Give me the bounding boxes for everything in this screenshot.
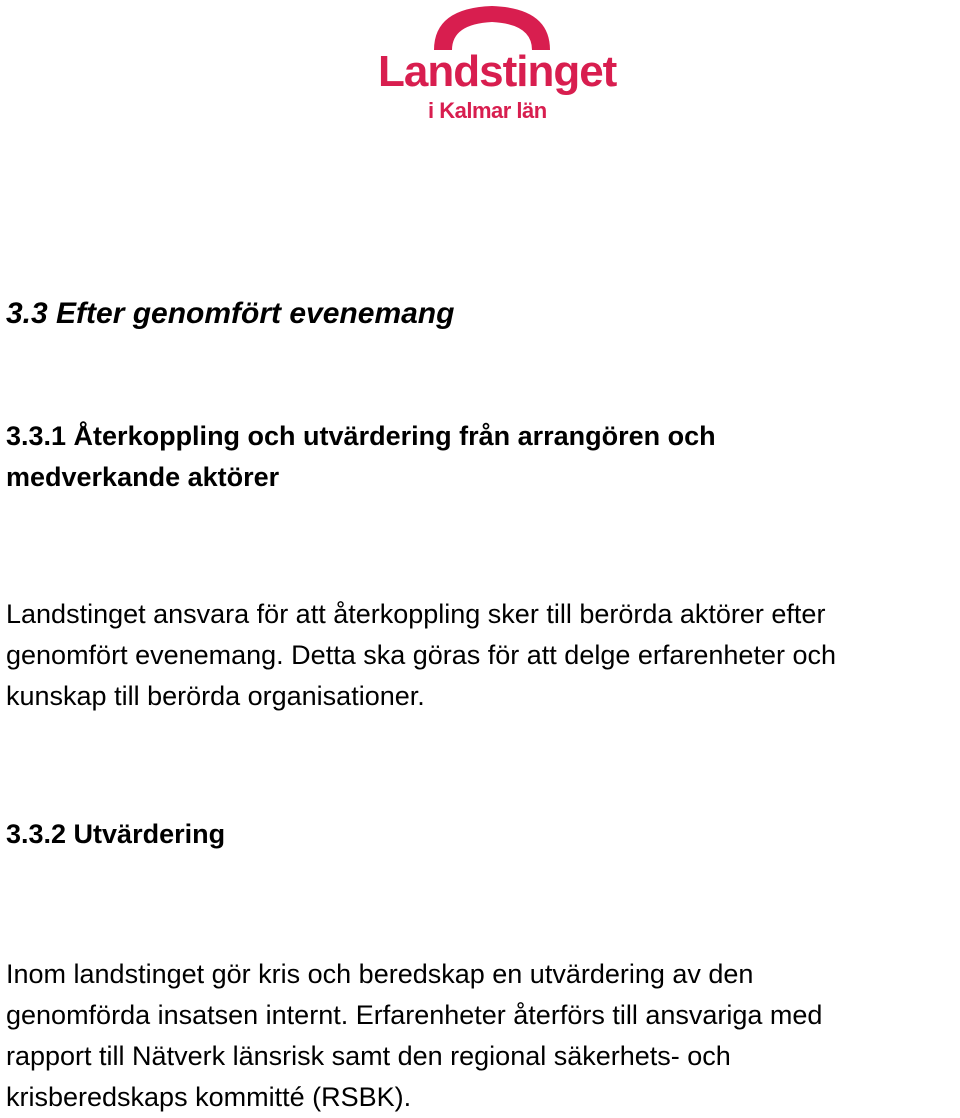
paragraph-line: krisberedskaps kommitté (RSBK). (6, 1082, 412, 1112)
logo-wordmark: Landstinget (378, 47, 617, 96)
paragraph-line: rapport till Nätverk länsrisk samt den regional säkerhets- och (6, 1041, 731, 1071)
logo-subtitle: i Kalmar län (428, 98, 547, 123)
paragraph-line: Landstinget ansvara för att återkoppling sker till berörda aktörer efter (6, 599, 826, 629)
section-heading-evaluation: 3.3.2 Utvärdering (6, 819, 226, 849)
paragraph-line: kunskap till berörda organisationer. (6, 681, 425, 711)
paragraph-line: genomfört evenemang. Detta ska göras för att delge erfarenheter och (6, 640, 836, 670)
feedback-paragraph (6, 594, 956, 717)
heading-line: medverkande aktörer (6, 462, 280, 492)
heading-line: 3.3.1 Återkoppling och utvärdering från arrangören och (6, 421, 716, 451)
section-heading-feedback (6, 416, 946, 498)
landstinget-logo (374, 0, 617, 130)
evaluation-paragraph (6, 954, 956, 1118)
page-title: 3.3 Efter genomfört evenemang (6, 297, 455, 330)
paragraph-line: Inom landstinget gör kris och beredskap en utvärdering av den (6, 959, 754, 989)
paragraph-line: genomförda insatsen internt. Erfarenheter återförs till ansvariga med (6, 1000, 823, 1030)
